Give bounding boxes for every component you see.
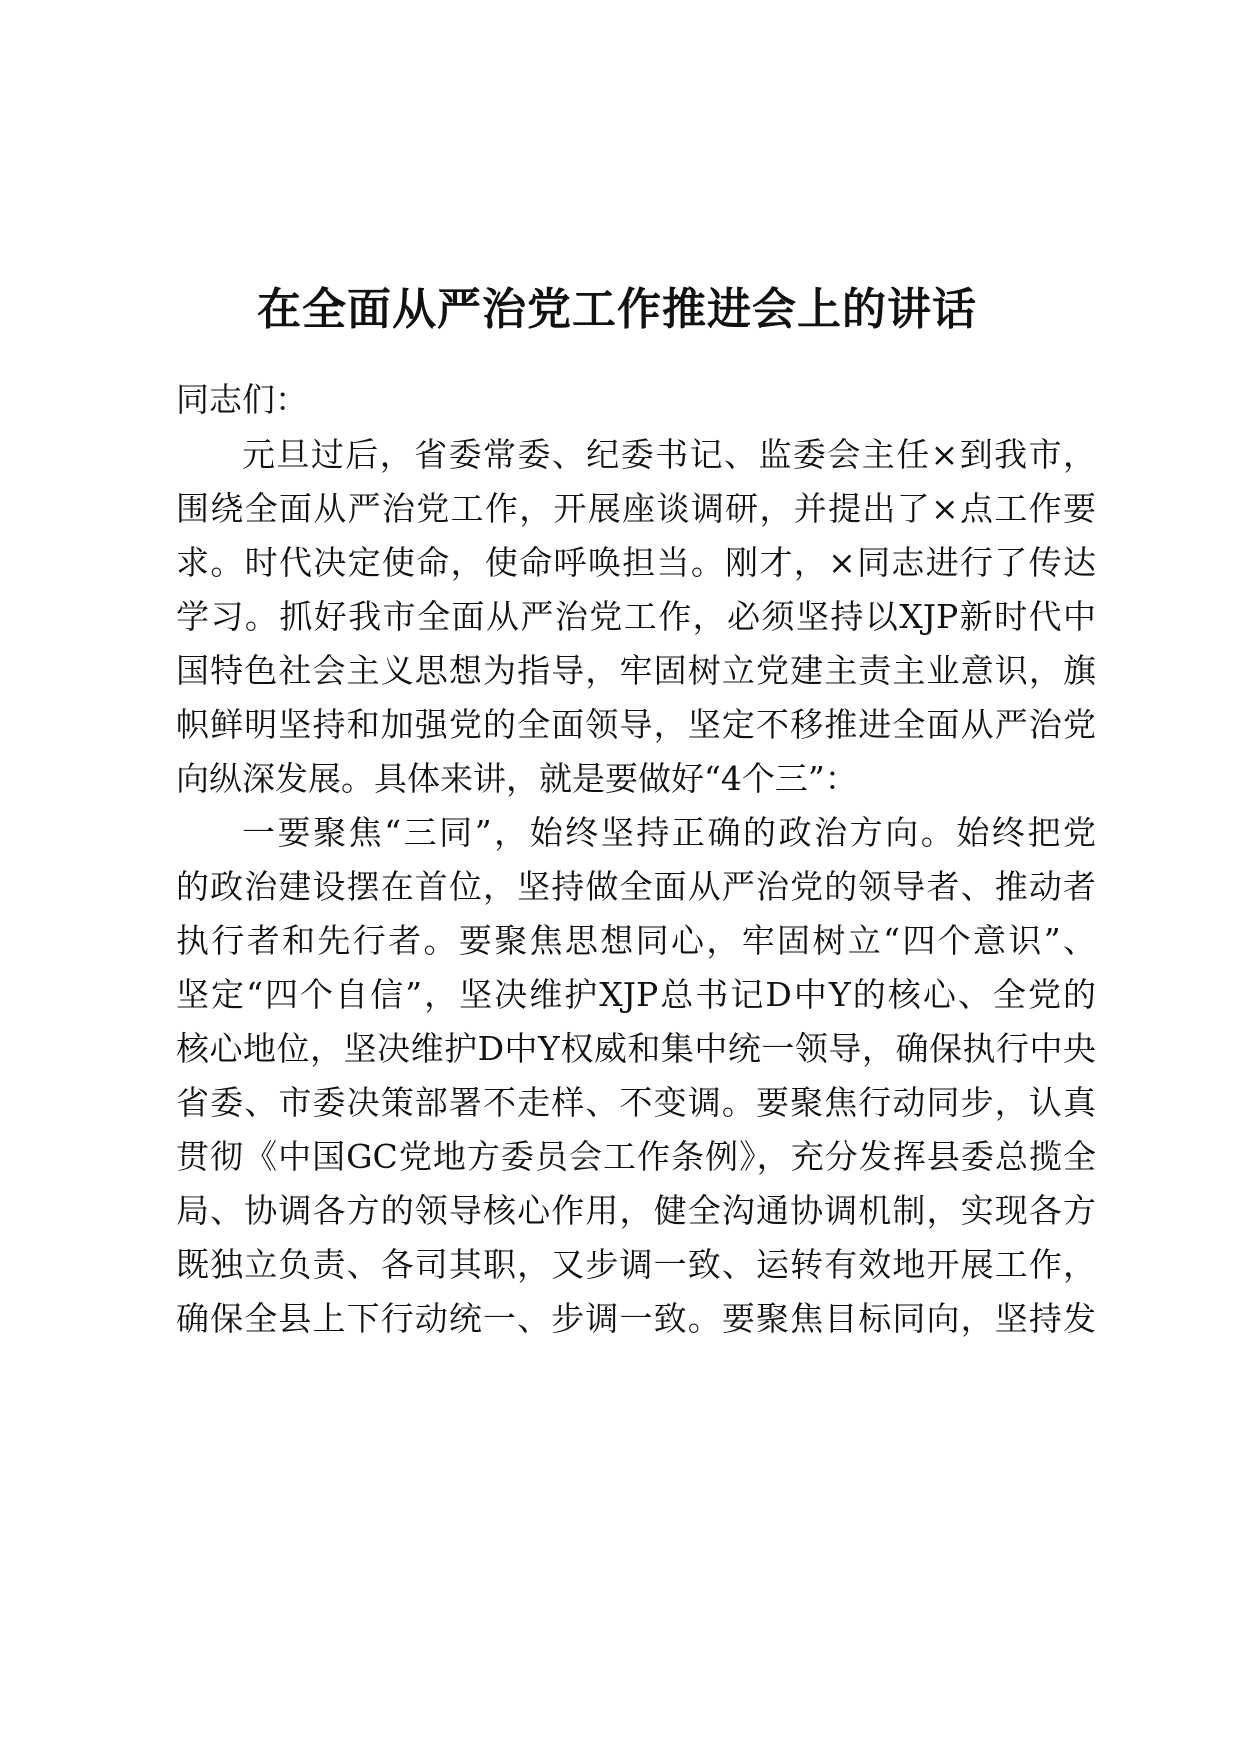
paragraph-2-line-4: 坚定“四个自信”，坚决维护XJP总书记D中Y的核心、全党的: [176, 975, 1096, 1014]
paragraph-1-line-2: 围绕全面从严治党工作，开展座谈调研，并提出了×点工作要: [176, 489, 1096, 528]
paragraph-1-line-6: 帜鲜明坚持和加强党的全面领导，坚定不移推进全面从严治党: [176, 705, 1096, 744]
greeting-line: 同志们：: [176, 380, 308, 419]
paragraph-1-line-3: 求。时代决定使命，使命呼唤担当。刚才，×同志进行了传达: [176, 543, 1096, 582]
paragraph-2-line-8: 局、协调各方的领导核心作用，健全沟通协调机制，实现各方: [176, 1191, 1096, 1230]
paragraph-1-line-1: 元旦过后，省委常委、纪委书记、监委会主任×到我市，: [242, 435, 1096, 474]
paragraph-2-line-9: 既独立负责、各司其职，又步调一致、运转有效地开展工作，: [176, 1245, 1096, 1284]
paragraph-2-line-3: 执行者和先行者。要聚焦思想同心，牢固树立“四个意识”、: [176, 921, 1096, 960]
paragraph-1-line-7: 向纵深发展。具体来讲，就是要做好“4个三”：: [176, 759, 858, 798]
paragraph-2-line-1: 一要聚焦“三同”，始终坚持正确的政治方向。始终把党: [242, 813, 1096, 852]
paragraph-2-line-5: 核心地位，坚决维护D中Y权威和集中统一领导，确保执行中央: [176, 1029, 1096, 1068]
paragraph-1-line-5: 国特色社会主义思想为指导，牢固树立党建主责主业意识，旗: [176, 651, 1096, 690]
paragraph-2-line-2: 的政治建设摆在首位，坚持做全面从严治党的领导者、推动者: [176, 867, 1096, 906]
paragraph-2-line-10: 确保全县上下行动统一、步调一致。要聚焦目标同向，坚持发: [176, 1299, 1096, 1338]
paragraph-2-line-6: 省委、市委决策部署不走样、不变调。要聚焦行动同步，认真: [176, 1083, 1096, 1122]
document-title: 在全面从严治党工作推进会上的讲话: [257, 284, 977, 335]
paragraph-1-line-4: 学习。抓好我市全面从严治党工作，必须坚持以XJP新时代中: [176, 597, 1096, 636]
paragraph-2-line-7: 贯彻《中国GC党地方委员会工作条例》，充分发挥县委总揽全: [176, 1137, 1096, 1176]
